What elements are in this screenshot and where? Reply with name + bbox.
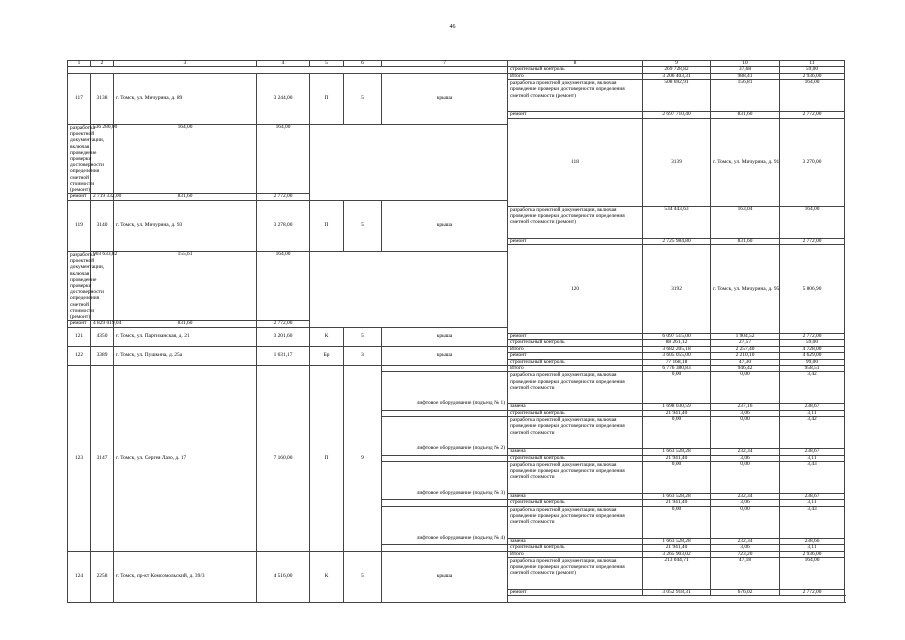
value-col-9: 2 725 984,80 — [643, 239, 711, 245]
value-col-11: 3,11 — [780, 455, 845, 461]
header-col-5: 5 — [310, 61, 344, 67]
value-col-11: 164,00 — [257, 125, 310, 194]
value-col-9: 213 044,71 — [643, 558, 711, 590]
header-col-6: 6 — [344, 61, 382, 67]
value-col-10: 27,57 — [711, 340, 780, 346]
value-col-10: 3,06 — [711, 410, 780, 416]
value-col-10: 723,20 — [711, 551, 780, 557]
value-col-9: 2 697 710,40 — [643, 112, 711, 118]
value-col-11: 3,43 — [780, 462, 845, 494]
wall-material: Бр — [310, 346, 344, 365]
value-col-10: 0,00 — [711, 372, 780, 404]
wall-material: К — [310, 327, 344, 346]
value-col-9: 0,00 — [643, 417, 711, 449]
value-col-11: 3,43 — [780, 506, 845, 538]
house-id: 3140 — [91, 200, 114, 251]
value-col-10: 232,34 — [711, 449, 780, 455]
value-col-9: 534 443,63 — [643, 207, 711, 239]
value-col-11: 164,00 — [780, 207, 845, 239]
work-type: разработка проектной документации, включая проведение проверки достоверности определения сметной стоимости (ремонт) — [508, 207, 643, 239]
work-element: лифтовое оборудование (подъезд № 2) — [382, 417, 508, 455]
wall-material: П — [310, 200, 344, 251]
value-col-9: 1 663 528,28 — [643, 449, 711, 455]
floors: 3 — [344, 346, 382, 365]
house-area: 7 160,00 — [257, 365, 310, 551]
value-col-9: 2 719 332,00 — [91, 194, 114, 200]
value-col-11: 238,67 — [780, 404, 845, 410]
house-area: 5 806,90 — [780, 245, 845, 333]
value-col-9: 21 941,40 — [643, 410, 711, 416]
work-element: лифтовое оборудование (подъезд № 3) — [382, 462, 508, 500]
value-col-11: 59,00 — [780, 67, 845, 73]
value-col-10: 831,60 — [114, 321, 257, 327]
work-element: лифтовое оборудование (подъезд № 1) — [382, 372, 508, 410]
value-col-10: 156,81 — [711, 80, 780, 112]
work-type: строительный контроль — [508, 67, 643, 73]
header-col-7: 7 — [382, 61, 508, 67]
value-col-9: 1 698 030,59 — [643, 404, 711, 410]
value-col-9: 3 682 205,18 — [643, 346, 711, 352]
value-col-10: 988,41 — [711, 73, 780, 79]
house-id: 3138 — [91, 73, 114, 124]
value-col-11: 2 772,00 — [780, 333, 845, 339]
floors: 9 — [344, 365, 382, 551]
work-element: крыша — [382, 551, 508, 602]
value-col-11: 2 936,00 — [780, 551, 845, 557]
repair-register-table — [67, 60, 845, 603]
value-col-10: 946,42 — [711, 365, 780, 371]
row-number: 119 — [68, 200, 91, 251]
value-col-11: 2 772,00 — [780, 112, 845, 118]
value-col-10: 676,02 — [711, 590, 780, 596]
value-col-11: 4 728,00 — [780, 346, 845, 352]
work-type: замена — [508, 404, 643, 410]
wall-material: К — [310, 551, 344, 602]
value-col-10: 47,30 — [711, 359, 780, 365]
value-col-9: 508 692,91 — [643, 80, 711, 112]
house-address: г. Томск, ул. Мичурина, д. 93 — [114, 200, 257, 251]
work-type: ремонт — [68, 194, 91, 200]
value-col-11: 3,11 — [780, 500, 845, 506]
value-col-10: 163,04 — [711, 207, 780, 239]
wall-material: П — [310, 73, 344, 124]
house-id: 3192 — [643, 245, 711, 333]
value-col-9: 536 280,00 — [91, 125, 114, 194]
value-col-9: 88 261,12 — [643, 340, 711, 346]
row-number: 121 — [68, 327, 91, 346]
continued-cell — [508, 596, 845, 602]
value-col-11: 238,67 — [780, 449, 845, 455]
house-area: 3 244,00 — [257, 73, 310, 124]
value-col-11: 3,11 — [780, 545, 845, 551]
wall-material: П — [310, 365, 344, 551]
value-col-9: 77 168,18 — [643, 359, 711, 365]
house-id: 2258 — [91, 551, 114, 602]
row-number: 122 — [68, 346, 91, 365]
house-address: г. Томск, ул. Мичурина, д. 89 — [114, 73, 257, 124]
page-number: 46 — [449, 24, 456, 30]
row-number: 117 — [68, 73, 91, 124]
house-id: 3147 — [91, 365, 114, 551]
house-address: г. Томск, ул. Пушкина, д. 25а — [114, 346, 257, 365]
value-col-11: 59,00 — [780, 340, 845, 346]
work-type: Итого — [508, 365, 643, 371]
value-col-10: 831,60 — [114, 194, 257, 200]
work-type: ремонт — [68, 321, 91, 327]
value-col-10: 831,60 — [711, 112, 780, 118]
value-col-10: 164,00 — [114, 125, 257, 194]
house-area: 3 278,00 — [257, 200, 310, 251]
value-col-10: 155,61 — [114, 251, 257, 320]
house-area: 1 631,17 — [257, 346, 310, 365]
house-id: 3389 — [91, 346, 114, 365]
value-col-9: 3 605 055,00 — [643, 353, 711, 359]
work-type: разработка проектной документации, включая проведение проверки достоверности определения сметной стоимости — [508, 417, 643, 449]
work-type: строительный контроль — [508, 545, 643, 551]
value-col-10: 3,06 — [711, 455, 780, 461]
work-type: разработка проектной документации, включая проведение проверки достоверности определения сметной стоимости — [508, 462, 643, 494]
row-number: 120 — [508, 245, 643, 333]
value-col-10: 237,16 — [711, 404, 780, 410]
house-id: 3139 — [643, 118, 711, 206]
value-col-11: 2 772,00 — [780, 590, 845, 596]
header-col-8: 8 — [508, 61, 643, 67]
work-element: крыша — [382, 327, 508, 346]
value-col-9: 0,00 — [643, 372, 711, 404]
value-col-9: 1 663 528,28 — [643, 494, 711, 500]
floors: 5 — [344, 73, 382, 124]
house-area: 3 270,00 — [780, 118, 845, 206]
work-element: крыша — [382, 73, 508, 124]
value-col-11: 164,00 — [780, 558, 845, 590]
value-col-11: 238,67 — [780, 494, 845, 500]
work-element: крыша — [382, 346, 508, 365]
header-col-1: 1 — [68, 61, 91, 67]
work-type: Итого — [508, 551, 643, 557]
value-col-9: 3 206 403,31 — [643, 73, 711, 79]
work-type: строительный контроль — [508, 500, 643, 506]
value-col-11: 3,42 — [780, 417, 845, 449]
value-col-10: 0,00 — [711, 462, 780, 494]
value-col-11: 4 629,00 — [780, 353, 845, 359]
house-area: 4 516,00 — [257, 551, 310, 602]
value-col-10: 0,00 — [711, 417, 780, 449]
value-col-9: 3 052 918,31 — [643, 590, 711, 596]
work-type: ремонт — [508, 353, 643, 359]
row-number: 123 — [68, 365, 91, 551]
header-col-3: 3 — [114, 61, 257, 67]
value-col-9: 269 728,82 — [643, 67, 711, 73]
value-col-11: 164,00 — [780, 80, 845, 112]
value-col-11: 3,11 — [780, 410, 845, 416]
floors: 5 — [344, 327, 382, 346]
work-type: ремонт — [508, 112, 643, 118]
value-col-10: 0,00 — [711, 506, 780, 538]
house-area: 3 201,60 — [257, 327, 310, 346]
header-col-10: 10 — [711, 61, 780, 67]
value-col-9: 21 941,40 — [643, 545, 711, 551]
value-col-11: 2 772,00 — [257, 321, 310, 327]
header-col-9: 9 — [643, 61, 711, 67]
value-col-10: 1 904,52 — [711, 333, 780, 339]
value-col-9: 21 941,40 — [643, 500, 711, 506]
header-col-11: 11 — [780, 61, 845, 67]
value-col-9: 6 776 380,83 — [643, 365, 711, 371]
house-address: г. Томск, ул. Мичурина, д. 95 — [711, 245, 780, 333]
work-type: разработка проектной документации, включая проведение проверки достоверности определения сметной стоимости (ремонт) — [508, 558, 643, 590]
house-id: 4350 — [91, 327, 114, 346]
header-col-4: 4 — [257, 61, 310, 67]
work-type: ремонт — [508, 333, 643, 339]
floors: 5 — [344, 200, 382, 251]
work-type: разработка проектной документации, включая проведение проверки достоверности определения сметной стоимости (ремонт) — [508, 80, 643, 112]
row-number: 118 — [508, 118, 643, 206]
work-type: ремонт — [508, 590, 643, 596]
work-type: разработка проектной документации, включая проведение проверки достоверности определения сметной стоимости — [508, 372, 643, 404]
header-col-2: 2 — [91, 61, 114, 67]
house-address: г. Томск, ул. Сергея Лазо, д. 17 — [114, 365, 257, 551]
value-col-11: 2 936,00 — [780, 73, 845, 79]
value-col-11: 238,66 — [780, 538, 845, 544]
value-col-11: 164,00 — [257, 251, 310, 320]
work-type: замена — [508, 449, 643, 455]
value-col-9: 6 097 515,00 — [643, 333, 711, 339]
work-element: крыша — [382, 200, 508, 251]
work-type: разработка проектной документации, включая проведение проверки достоверности определения сметной стоимости (ремонт) — [68, 125, 91, 194]
value-col-10: 2 210,10 — [711, 353, 780, 359]
work-type: разработка проектной документации, включая проведение проверки достоверности определения сметной стоимости (ремонт) — [68, 251, 91, 320]
value-col-10: 2 257,40 — [711, 346, 780, 352]
value-col-10: 3,06 — [711, 545, 780, 551]
floors: 5 — [344, 551, 382, 602]
work-type: замена — [508, 538, 643, 544]
work-type: строительный контроль — [508, 455, 643, 461]
work-type: Итого — [508, 346, 643, 352]
value-col-9: 1 663 528,28 — [643, 538, 711, 544]
value-col-10: 47,18 — [711, 558, 780, 590]
work-type: разработка проектной документации, включая проведение проверки достоверности определения сметной стоимости — [508, 506, 643, 538]
work-type: строительный контроль — [508, 340, 643, 346]
house-address: г. Томск, пр-кт Комсомольский, д. 39/3 — [114, 551, 257, 602]
value-col-11: 958,51 — [780, 365, 845, 371]
value-col-10: 37,68 — [711, 67, 780, 73]
value-col-9: 21 941,40 — [643, 455, 711, 461]
value-col-11: 99,00 — [780, 359, 845, 365]
work-type: строительный контроль — [508, 359, 643, 365]
value-col-11: 2 772,00 — [780, 239, 845, 245]
house-address: г. Томск, ул. Партизанская, д. 21 — [114, 327, 257, 346]
value-col-9: 0,00 — [643, 506, 711, 538]
value-col-9: 903 633,82 — [91, 251, 114, 320]
work-type: ремонт — [508, 239, 643, 245]
value-col-11: 3,42 — [780, 372, 845, 404]
value-col-10: 232,34 — [711, 494, 780, 500]
value-col-10: 3,06 — [711, 500, 780, 506]
house-address: г. Томск, ул. Мичурина, д. 91 — [711, 118, 780, 206]
work-element: лифтовое оборудование (подъезд № 4) — [382, 506, 508, 544]
value-col-9: 3 265 903,02 — [643, 551, 711, 557]
value-col-9: 4 829 019,04 — [91, 321, 114, 327]
work-type: замена — [508, 494, 643, 500]
work-type: строительный контроль — [508, 410, 643, 416]
work-type: Итого — [508, 73, 643, 79]
row-number: 124 — [68, 551, 91, 602]
value-col-11: 2 772,00 — [257, 194, 310, 200]
value-col-10: 831,60 — [711, 239, 780, 245]
value-col-9: 0,00 — [643, 462, 711, 494]
value-col-10: 232,34 — [711, 538, 780, 544]
